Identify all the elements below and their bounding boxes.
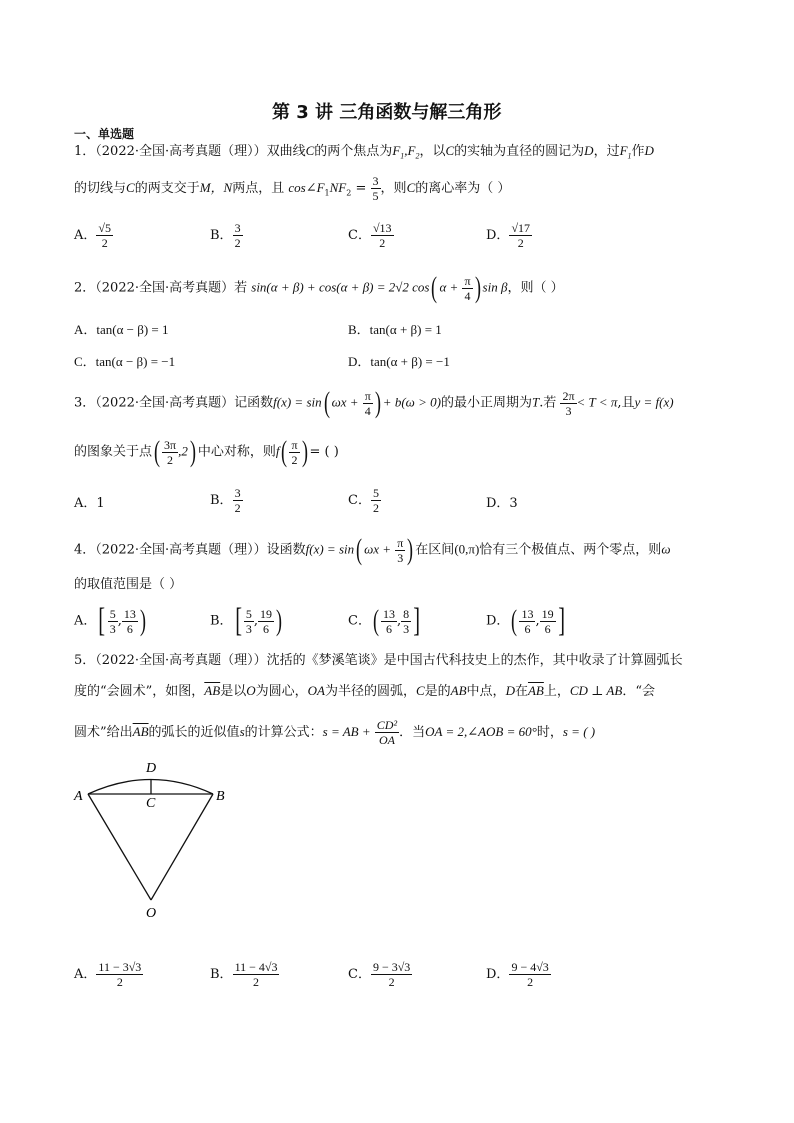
radius-oa [88,794,151,900]
q3-option-d[interactable]: D．3 [486,496,518,511]
radius-ob [151,794,213,900]
q4-option-b[interactable]: B．[ $\frac{5}{3}$ , $\frac{19}{6}$ ) [210,602,283,639]
q4-option-c[interactable]: C．( $\frac{13}{6}$ , $\frac{8}{3}$ ] [348,602,421,639]
q1-line1: 1．（2022·全国·高考真题（理））双曲线C的两个焦点为$F_1,F_2$，以C的实轴为直径的圆记为D，过$F_1$作D [74,143,654,161]
point-label-a: A [74,789,83,804]
q5-option-c[interactable]: C． $\frac{9 - 3√3}{2}$ [348,960,411,989]
q3-line2: 的图象关于点( $\frac{3\pi}{2}$ ,2) 中心对称，则f( $\frac{\pi}{2}$ ) = ( ) [74,435,339,468]
q4-line1: 4．（2022·全国·高考真题（理））设函数f(x) = sin( ωx + $\frac{\pi}{3}$ ) 在区间(0,π)恰有三个极值点、两个零点，则ω [74,533,671,566]
q1-option-c[interactable]: C． $\frac{√13}{2}$ [348,221,392,250]
q2-option-d[interactable]: D．tan(α + β) = −1 [348,354,450,369]
q5-option-b[interactable]: B． $\frac{11 - 4√3}{2}$ [210,960,278,989]
point-label-c: C [146,796,156,811]
q1-option-b[interactable]: B． $\frac{3}{2}$ [210,221,241,250]
q3-option-c[interactable]: C． $\frac{5}{2}$ [348,486,379,515]
q4-option-a[interactable]: A．[ $\frac{5}{3}$ , $\frac{13}{6}$ ) [74,602,146,639]
q3-line1: 3．（2022·全国·高考真题）记函数f(x) = sin( ωx + $\frac{\pi}{4}$ ) + b(ω > 0)的最小正周期为T.若 $\frac{2\pi}{3}$ < T < π,且y = f(x) [74,386,674,419]
q5-line1: 5．（2022·全国·高考真题（理））沈括的《梦溪笔谈》是中国古代科技史上的杰作，其中收录了计算圆弧长 [74,653,683,668]
point-label-d: D [146,761,157,776]
q2-stem: 2．（2022·全国·高考真题）若 sin(α + β) + cos(α + β) = 2√2 cos( α + $\frac{\pi}{4}$ ) sin β，则（ ） [74,271,564,304]
q4-option-d[interactable]: D．( $\frac{13}{6}$ , $\frac{19}{6}$ ] [486,602,565,639]
q2-option-c[interactable]: C．tan(α − β) = −1 [74,354,176,369]
q2-option-b[interactable]: B．tan(α + β) = 1 [348,322,442,337]
q5-line3: 圆术”给出$\overline{AB}$的弧长的近似值s的计算公式：s = AB + $\frac{\text{CD²}}{OA}$ ．当OA = 2,∠AOB = 60°时，s = ( ) [74,718,596,747]
q1-option-d[interactable]: D． $\frac{√17}{2}$ [486,221,531,250]
q5-option-d[interactable]: D． $\frac{9 - 4√3}{2}$ [486,960,549,989]
q1-fraction: $\frac{3}{5}$ [372,174,379,203]
q5-option-a[interactable]: A． $\frac{11 - 3√3}{2}$ [74,960,142,989]
circular-sector-diagram [70,755,240,925]
point-label-o: O [146,906,157,921]
q5-line2: 度的“会圆术”，如图，$\overline{AB}$是以O为圆心，OA为半径的圆弧，C是的AB中点，D在$\overline{AB}$上，CD ⊥ AB．“会 [74,683,655,699]
page-title: 第 3 讲 三角函数与解三角形 [272,102,502,123]
q3-option-a[interactable]: A．1 [74,496,105,511]
point-label-b: B [216,789,225,804]
q3-option-b[interactable]: B． $\frac{3}{2}$ [210,486,241,515]
q4-line2: 的取值范围是（ ） [74,577,183,592]
section-heading: 一、单选题 [74,127,135,141]
q1-line2: 的切线与C的两支交于M，N两点，且 $\cos\angle F_1NF_2$ = $\frac{3}{5}$ ，则C的离心率为（ ） [74,174,511,203]
q1-option-a[interactable]: A． $\frac{√5}{2}$ [74,221,111,250]
q2-option-a[interactable]: A．tan(α − β) = 1 [74,322,169,337]
